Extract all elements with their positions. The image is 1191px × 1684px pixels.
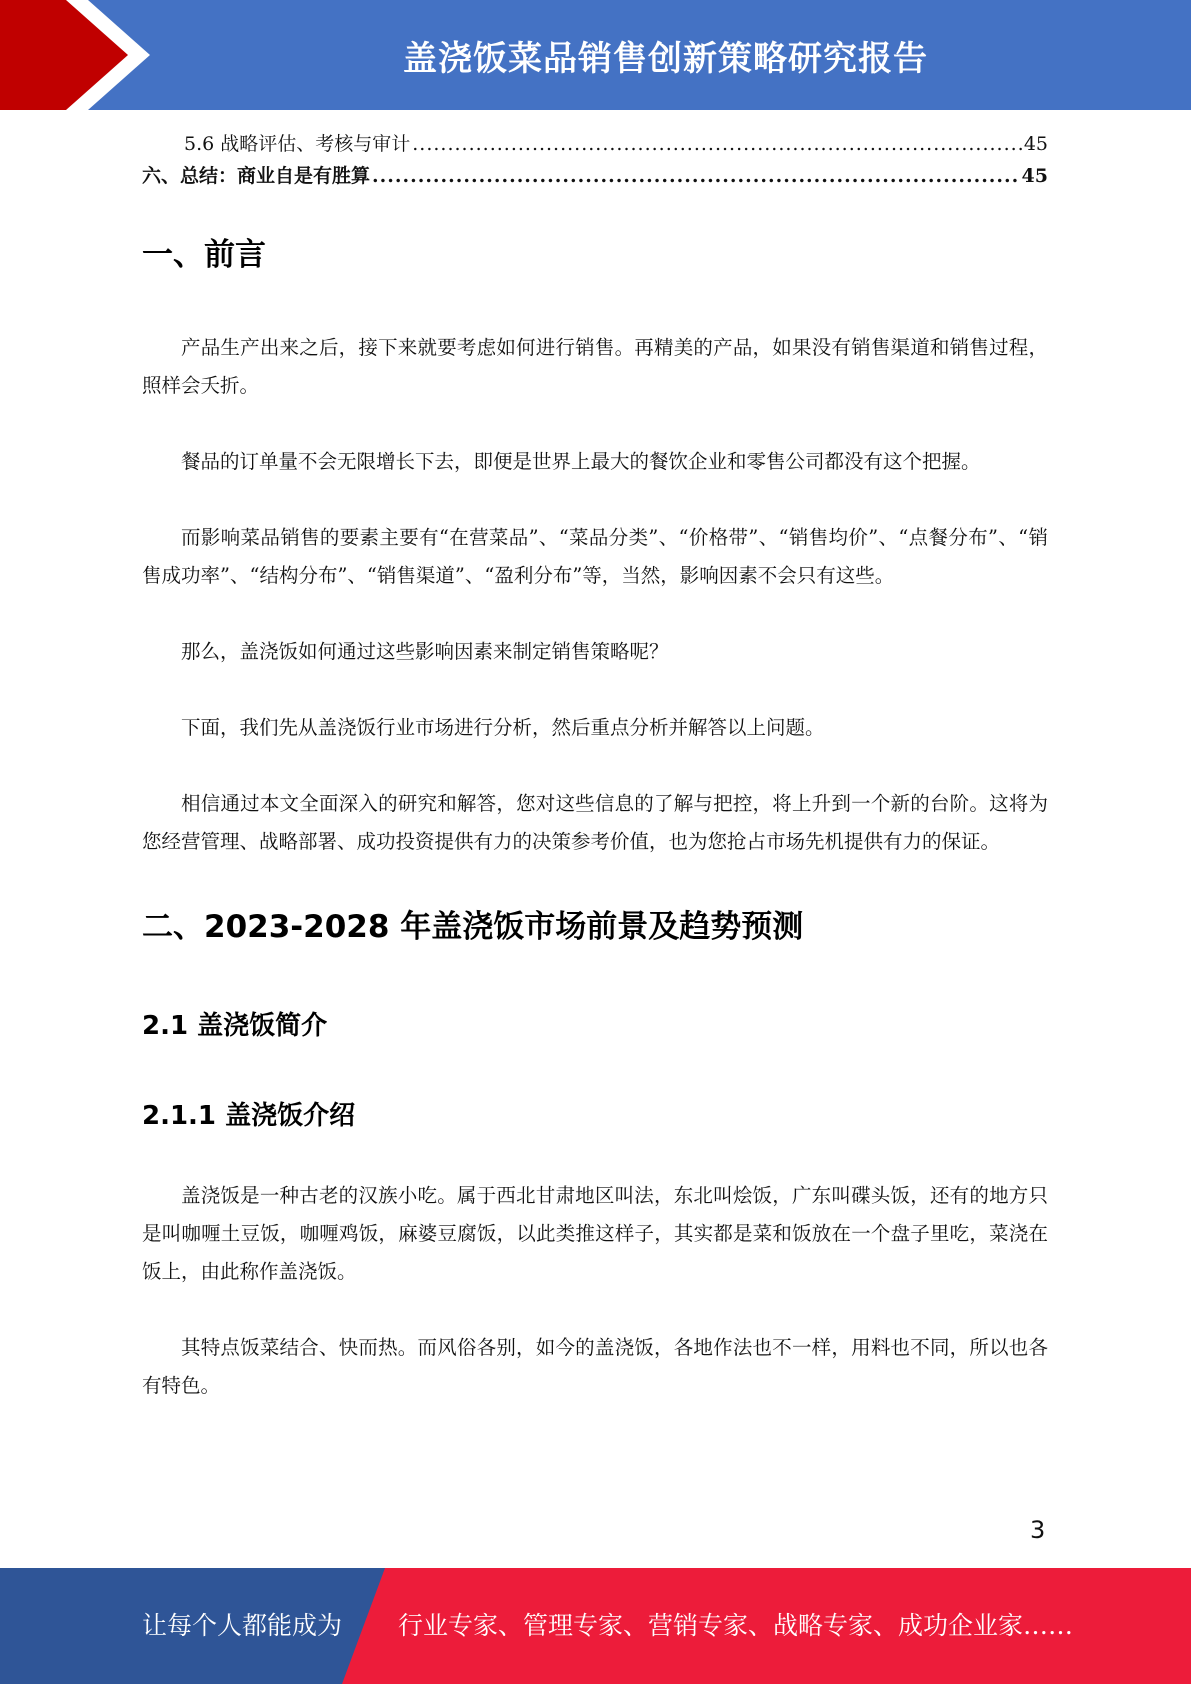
body-paragraph: 盖浇饭是一种古老的汉族小吃。属于西北甘肃地区叫法，东北叫烩饭，广东叫碟头饭，还有的地方只是叫咖喱土豆饭，咖喱鸡饭，麻婆豆腐饭，以此类推这样子，其实都是菜和饭放在一个盘子里吃，菜浇在饭上，由此称作盖浇饭。 xyxy=(142,1184,1048,1283)
body-paragraph: 其特点饭菜结合、快而热。而风俗各别，如今的盖浇饭，各地作法也不一样，用料也不同，所以也各有特色。 xyxy=(142,1336,1048,1397)
toc-entry-label: 六、总结：商业自是有胜算 xyxy=(142,165,371,187)
footer-slogan-left: 让每个人都能成为 xyxy=(142,1611,343,1640)
body-paragraph: 餐品的订单量不会无限增长下去，即便是世界上最大的餐饮企业和零售公司都没有这个把握。 xyxy=(181,450,981,473)
toc-leader-dots xyxy=(372,160,1020,192)
report-title: 盖浇饭菜品销售创新策略研究报告 xyxy=(403,38,928,79)
page-footer xyxy=(0,1568,1191,1684)
page-number: 3 xyxy=(1030,1516,1046,1544)
page-header xyxy=(0,0,1191,110)
toc-entry-page: 45 xyxy=(1023,133,1048,155)
section-heading-market-forecast: 二、2023-2028 年盖浇饭市场前景及趋势预测 xyxy=(142,909,804,945)
body-paragraph: 下面，我们先从盖浇饭行业市场进行分析，然后重点分析并解答以上问题。 xyxy=(181,716,825,739)
toc-entry-page: 45 xyxy=(1021,165,1048,187)
footer-slogan-right: 行业专家、管理专家、营销专家、战略专家、成功企业家…… xyxy=(398,1611,1074,1640)
toc-entry[interactable] xyxy=(184,128,1048,160)
header-red-arrow-decoration xyxy=(0,0,160,110)
body-paragraph: 那么，盖浇饭如何通过这些影响因素来制定销售策略呢？ xyxy=(181,640,669,663)
subsection-heading: 2.1 盖浇饭简介 xyxy=(142,1011,328,1041)
body-paragraph: 相信通过本文全面深入的研究和解答，您对这些信息的了解与把控，将上升到一个新的台阶。这将为您经营管理、战略部署、成功投资提供有力的决策参考价值，也为您抢占市场先机提供有力的保证。 xyxy=(142,792,1048,853)
toc-entry[interactable] xyxy=(142,160,1048,192)
subsection-heading: 2.1.1 盖浇饭介绍 xyxy=(142,1101,356,1131)
toc-entry-label: 5.6 战略评估、考核与审计 xyxy=(184,133,411,155)
toc-leader-dots xyxy=(412,128,1022,160)
document-body xyxy=(142,225,1048,1405)
body-paragraph: 而影响菜品销售的要素主要有“在营菜品”、“菜品分类”、“价格带”、“销售均价”、“点餐分布”、“销售成功率”、“结构分布”、“销售渠道”、“盈利分布”等，当然，影响因素不会只有这些。 xyxy=(142,526,1048,587)
body-paragraph: 产品生产出来之后，接下来就要考虑如何进行销售。再精美的产品，如果没有销售渠道和销售过程，照样会夭折。 xyxy=(142,336,1048,397)
section-heading-preface: 一、前言 xyxy=(142,237,266,273)
